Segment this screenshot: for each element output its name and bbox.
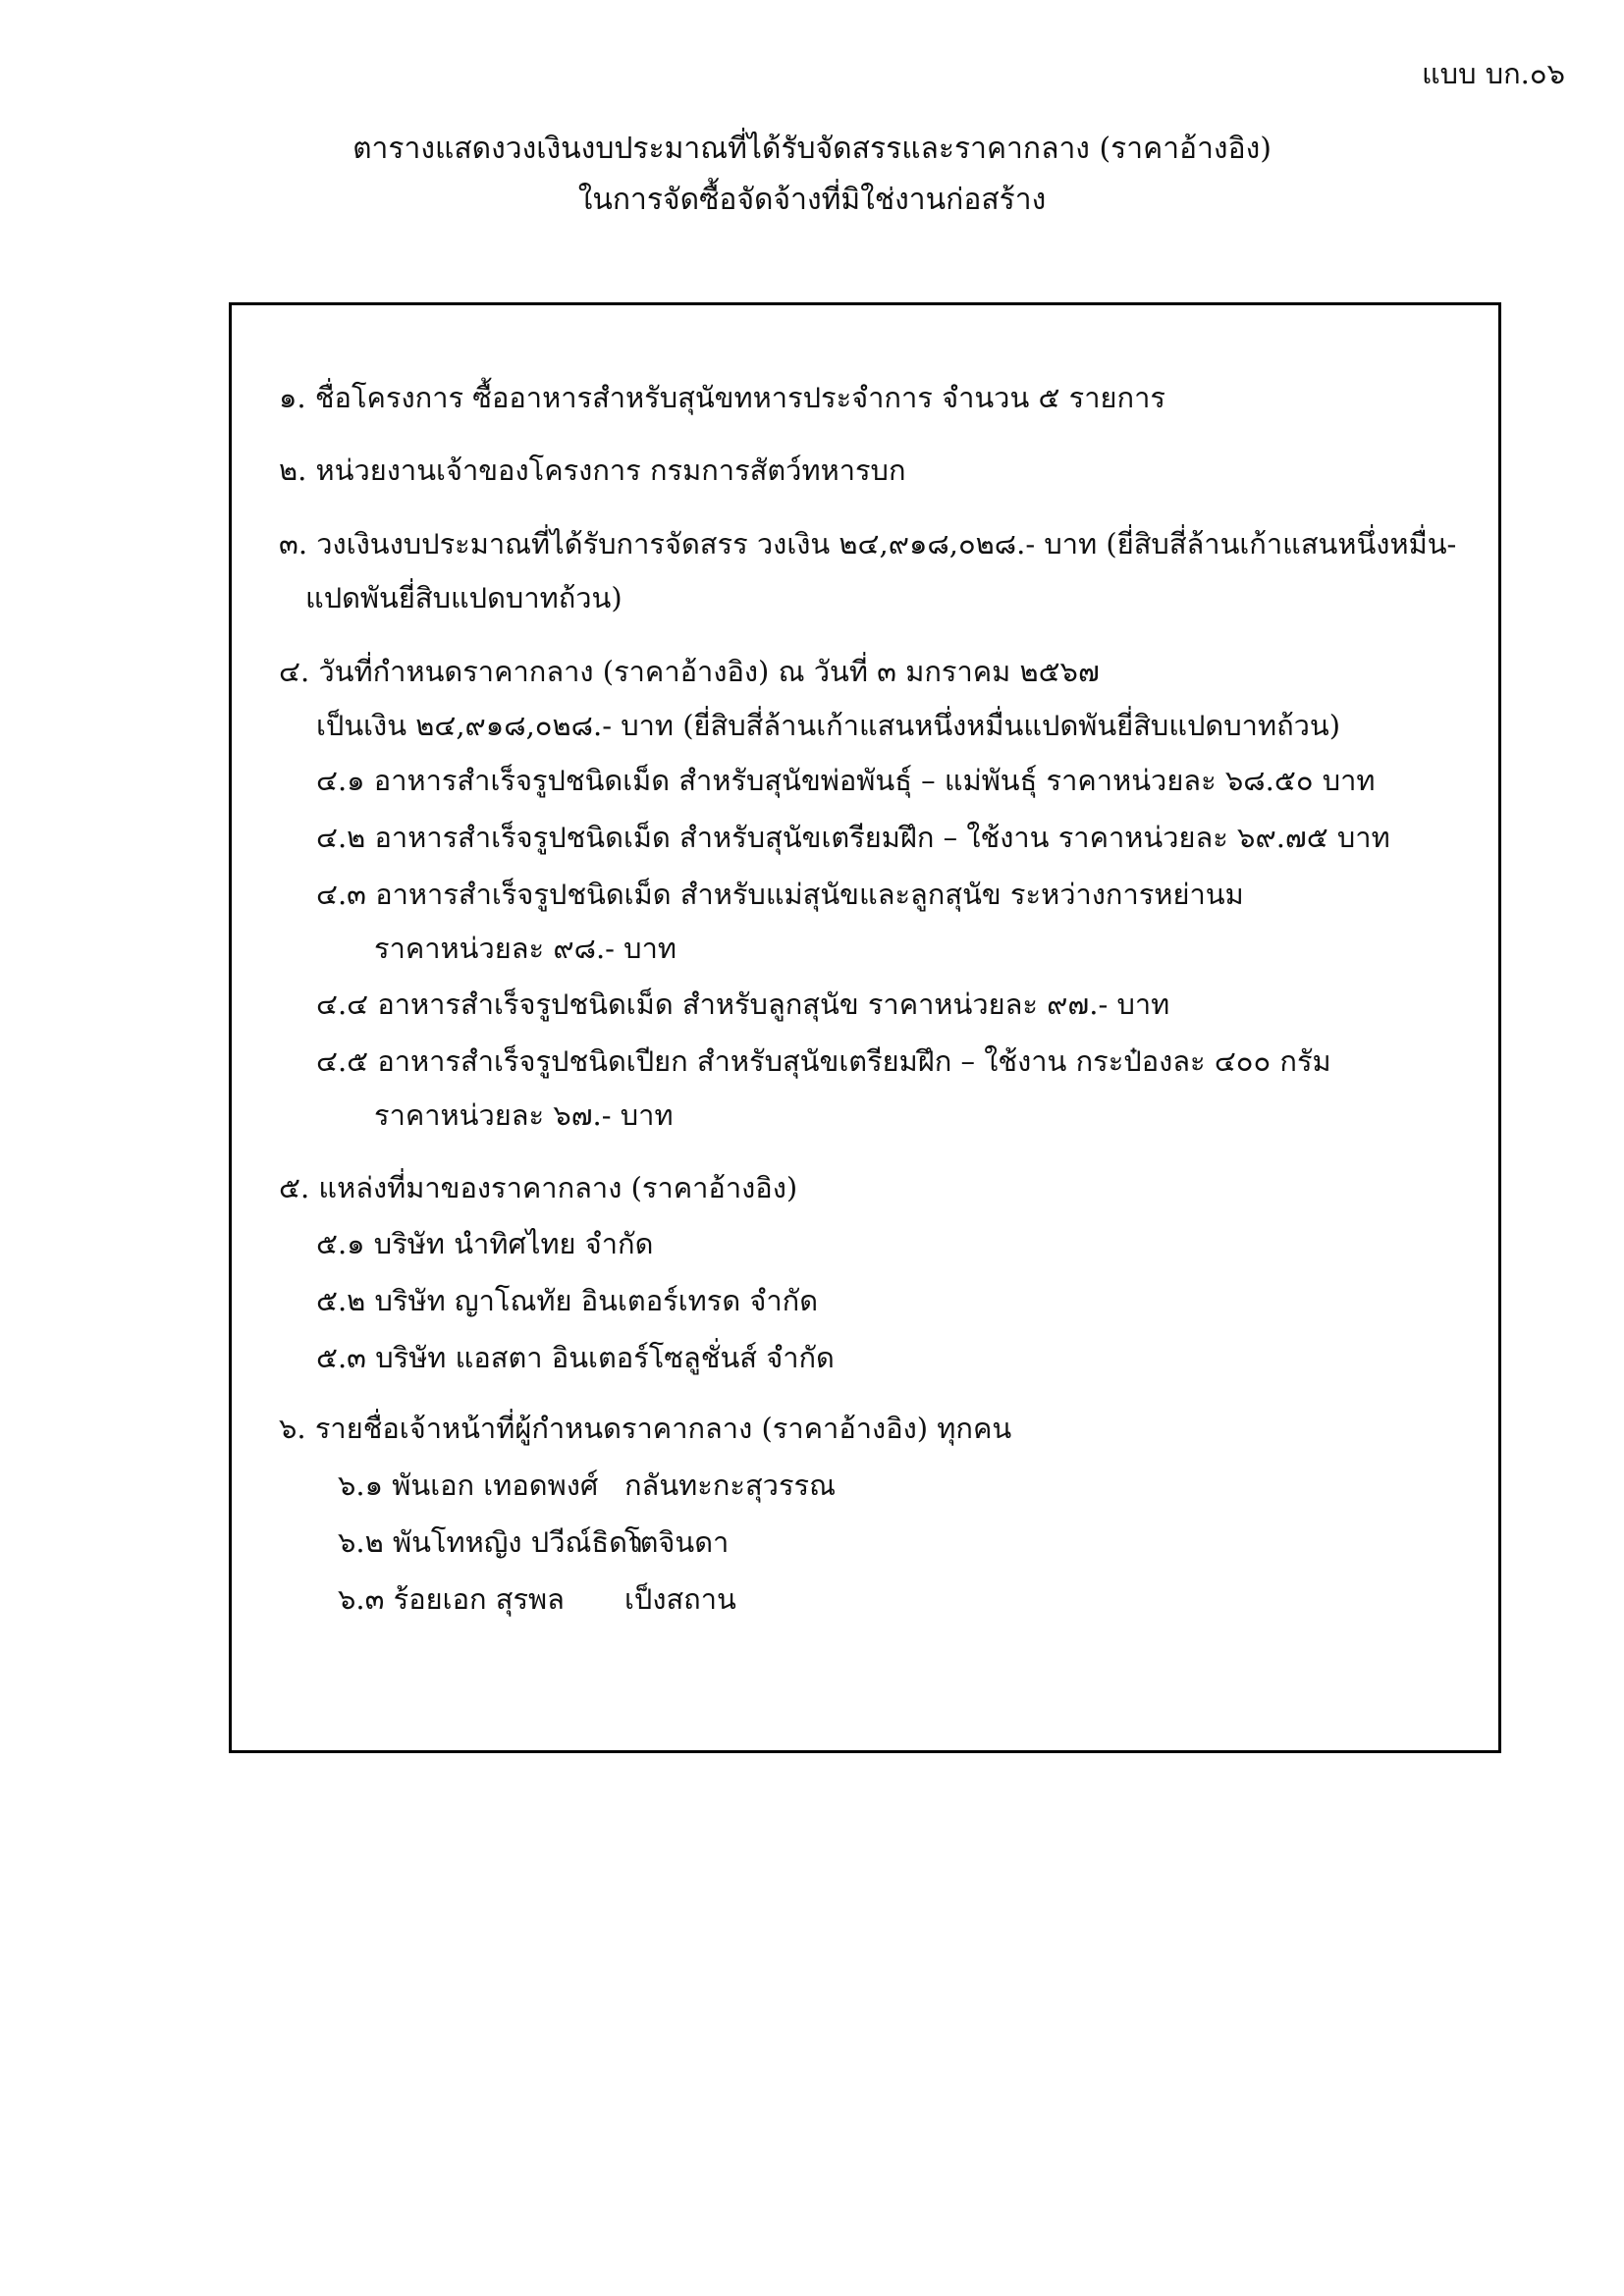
official-name: ๖.๑ พันเอก เทอดพงศ์ <box>338 1468 599 1502</box>
item-4-5-line-2: ราคาหน่วยละ ๖๗.- บาท <box>374 1098 674 1132</box>
item-2-owner-agency: ๒. หน่วยงานเจ้าของโครงการ กรมการสัตว์ทหารบก <box>279 454 906 487</box>
item-5-price-sources: ๕. แหล่งที่มาของราคากลาง (ราคาอ้างอิง) <box>279 1171 798 1204</box>
item-4-2: ๔.๒ อาหารสำเร็จรูปชนิดเม็ด สำหรับสุนัขเตรียมฝึก – ใช้งาน ราคาหน่วยละ ๖๙.๗๕ บาท <box>316 821 1390 854</box>
item-4-amount: เป็นเงิน ๒๔,๙๑๘,๐๒๘.- บาท (ยี่สิบสี่ล้านเก้าแสนหนึ่งหมื่นแปดพันยี่สิบแปดบาทถ้วน) <box>316 709 1341 742</box>
official-row <box>338 1524 729 1560</box>
item-5-2: ๕.๒ บริษัท ญาโณทัย อินเตอร์เทรด จำกัด <box>316 1284 819 1317</box>
official-surname: เป็งสถาน <box>624 1582 736 1616</box>
document-title <box>0 124 1624 226</box>
official-surname: โตจินดา <box>624 1525 730 1559</box>
official-name: ๖.๒ พันโทหญิง ปวีณ์ธิดา <box>338 1525 644 1559</box>
title-line-2: ในการจัดซื้อจัดจ้างที่มิใช่งานก่อสร้าง <box>577 183 1047 217</box>
title-line-1: ตารางแสดงวงเงินงบประมาณที่ได้รับจัดสรรและราคากลาง (ราคาอ้างอิง) <box>352 132 1272 166</box>
item-4-5-line-1: ๔.๕ อาหารสำเร็จรูปชนิดเปียก สำหรับสุนัขเตรียมฝึก – ใช้งาน กระป๋องละ ๔๐๐ กรัม <box>316 1044 1331 1078</box>
official-row <box>338 1581 736 1617</box>
item-6-officials-heading: ๖. รายชื่อเจ้าหน้าที่ผู้กำหนดราคากลาง (ราคาอ้างอิง) ทุกคน <box>279 1412 1012 1445</box>
item-4-3-line-2: ราคาหน่วยละ ๙๘.- บาท <box>374 932 677 965</box>
item-4-4: ๔.๔ อาหารสำเร็จรูปชนิดเม็ด สำหรับลูกสุนัข ราคาหน่วยละ ๙๗.- บาท <box>316 988 1170 1021</box>
official-surname: กลันทะกะสุวรรณ <box>624 1468 837 1502</box>
form-code: แบบ บก.๐๖ <box>1421 57 1565 90</box>
official-row <box>338 1468 836 1503</box>
content-box <box>229 302 1501 1753</box>
item-5-3: ๕.๓ บริษัท แอสตา อินเตอร์โซลูชั่นส์ จำกัด <box>316 1341 835 1374</box>
item-4-3-line-1: ๔.๓ อาหารสำเร็จรูปชนิดเม็ด สำหรับแม่สุนัขและลูกสุนัข ระหว่างการหย่านม <box>316 878 1244 911</box>
item-4-reference-date: ๔. วันที่กำหนดราคากลาง (ราคาอ้างอิง) ณ วันที่ ๓ มกราคม ๒๕๖๗ <box>279 655 1100 688</box>
item-4-1: ๔.๑ อาหารสำเร็จรูปชนิดเม็ด สำหรับสุนัขพ่อพันธุ์ – แม่พันธุ์ ราคาหน่วยละ ๖๘.๕๐ บาท <box>316 764 1376 797</box>
official-name: ๖.๓ ร้อยเอก สุรพล <box>338 1582 565 1616</box>
item-3-budget-line-1: ๓. วงเงินงบประมาณที่ได้รับการจัดสรร วงเงิน ๒๔,๙๑๘,๐๒๘.- บาท (ยี่สิบสี่ล้านเก้าแสนหนึ่งหมื่น- <box>279 527 1457 561</box>
item-1-project-name: ๑. ชื่อโครงการ ซื้ออาหารสำหรับสุนัขทหารประจำการ จำนวน ๕ รายการ <box>279 381 1165 414</box>
item-3-budget-line-2: แปดพันยี่สิบแปดบาทถ้วน) <box>305 581 623 614</box>
item-5-1: ๕.๑ บริษัท นำทิศไทย จำกัด <box>316 1227 654 1260</box>
